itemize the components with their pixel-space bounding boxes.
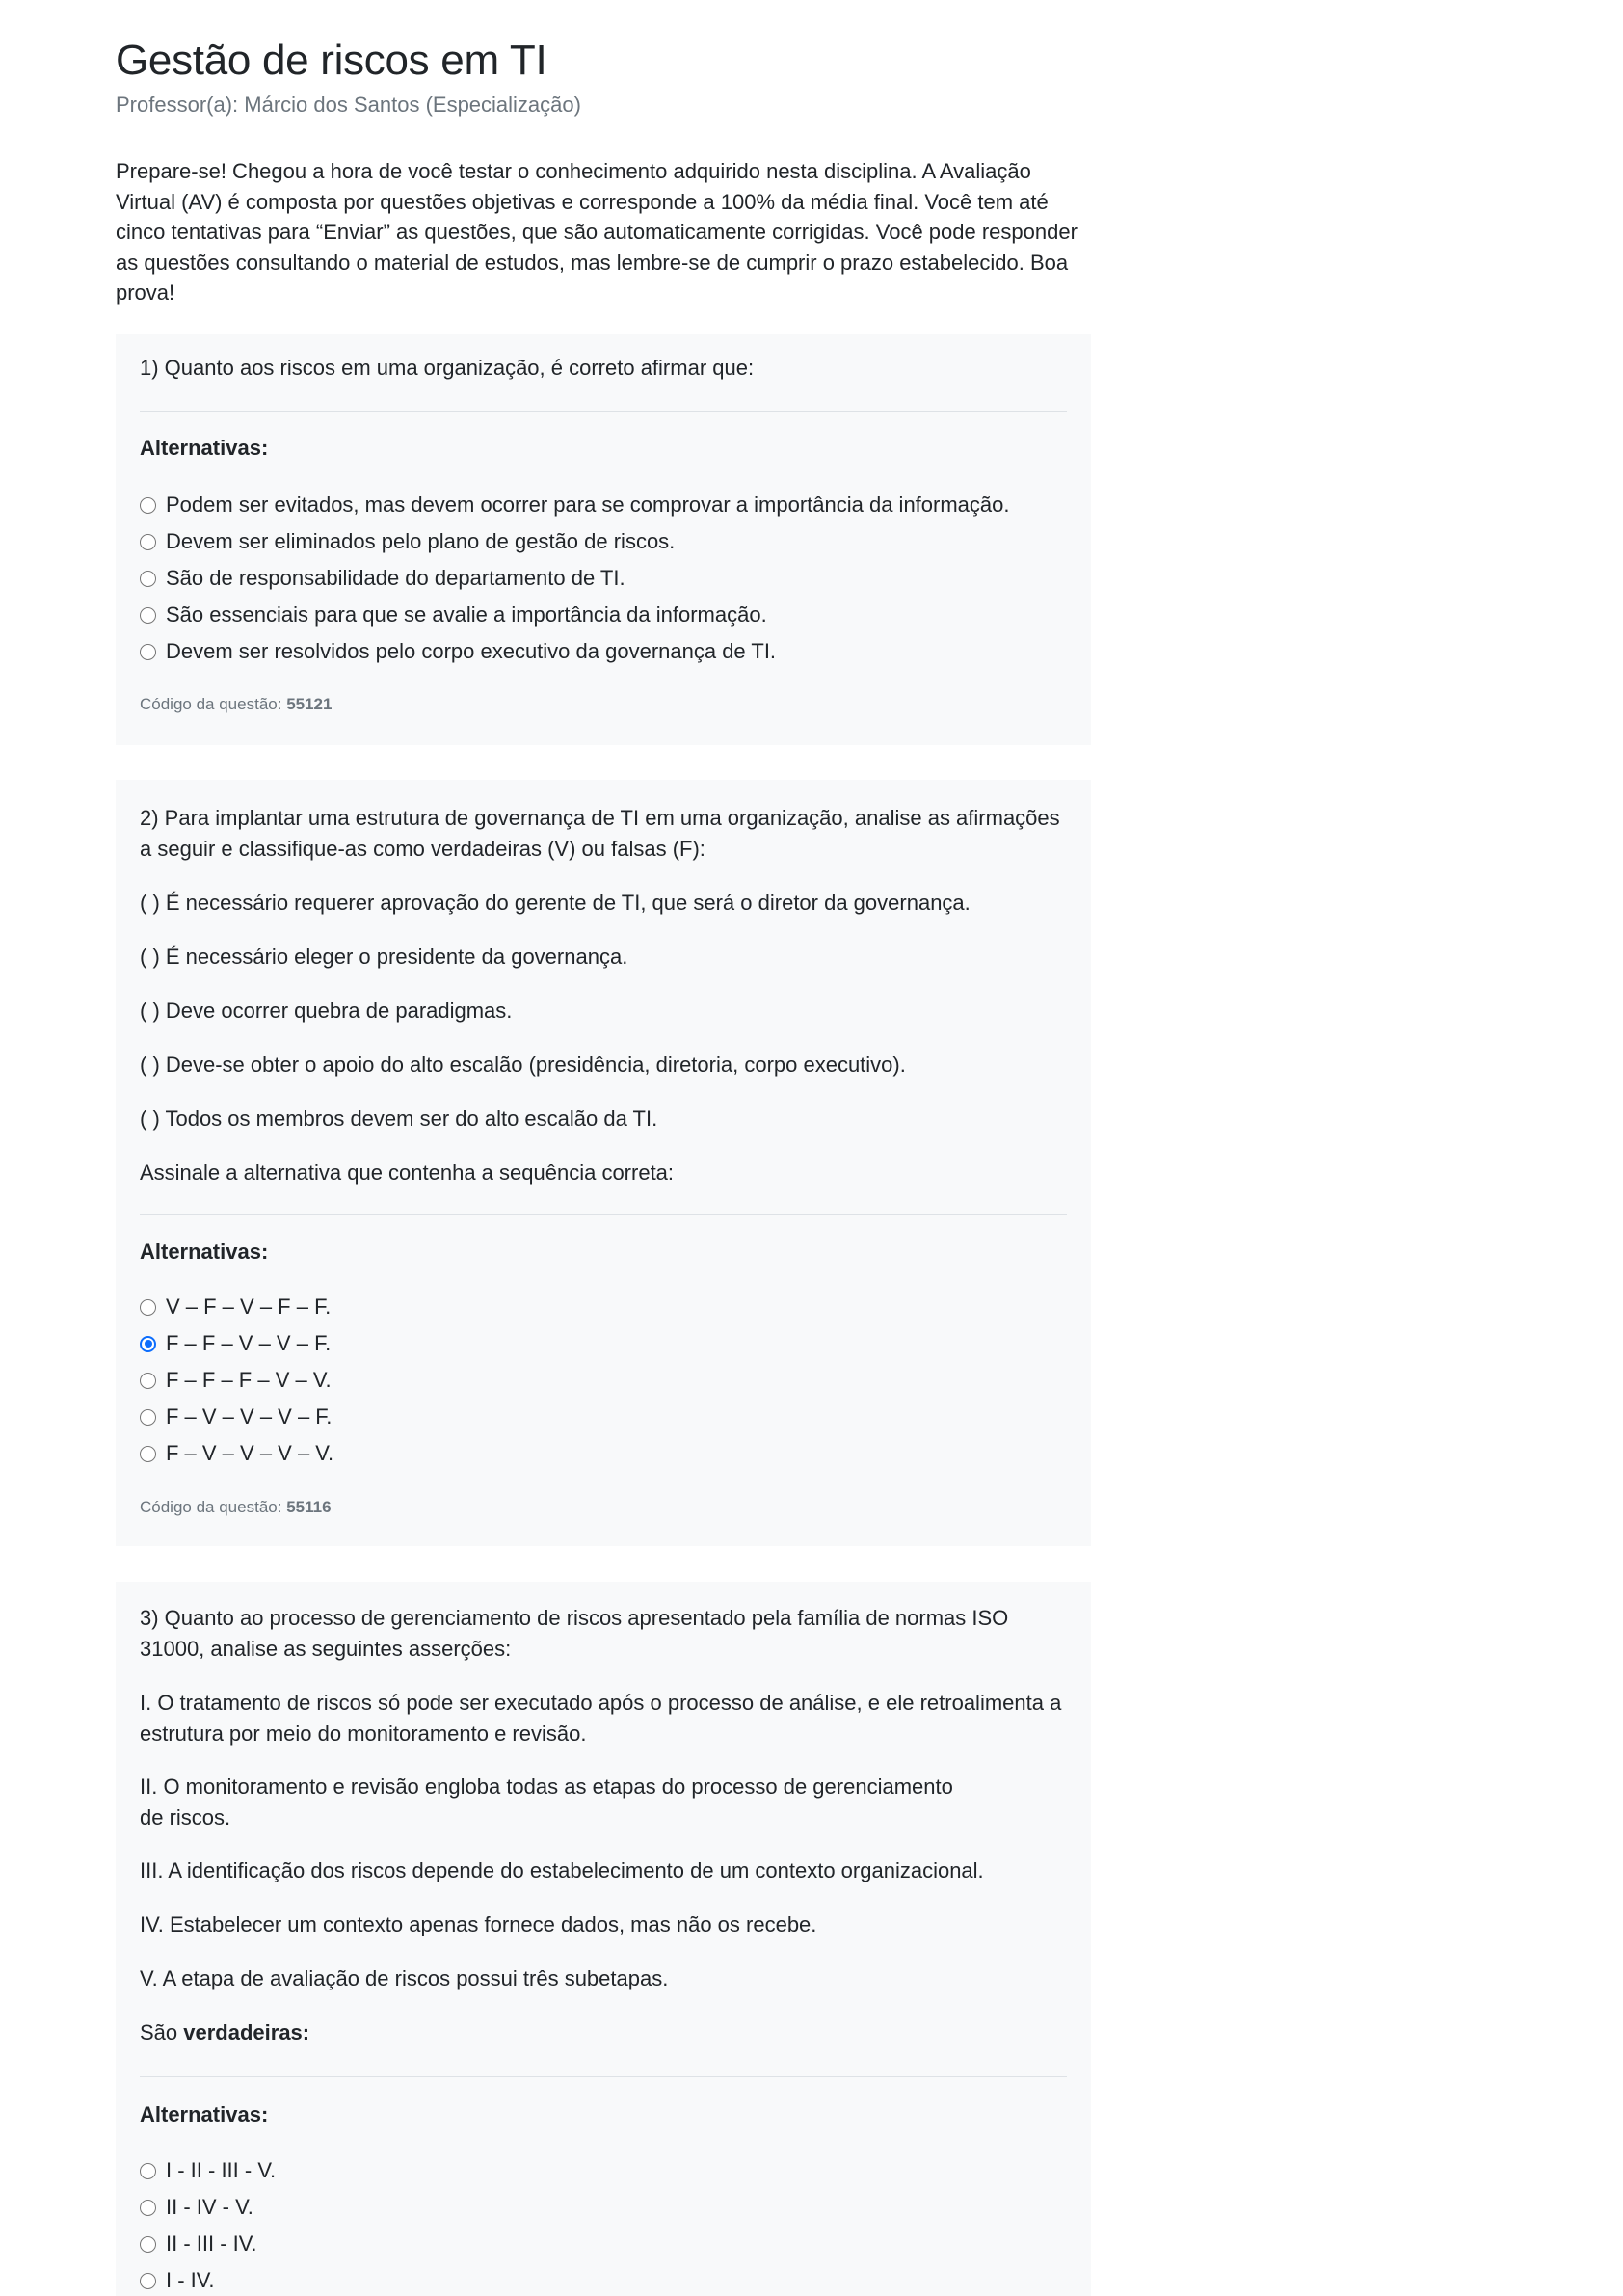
- option-label: F – V – V – V – F.: [166, 1404, 333, 1428]
- radio-button[interactable]: [140, 1373, 156, 1389]
- option-4[interactable]: [140, 2266, 215, 2295]
- option-label: São essenciais para que se avalie a importância da informação.: [166, 602, 767, 627]
- option-label: Podem ser evitados, mas devem ocorrer para se comprovar a importância da informação.: [166, 493, 1010, 517]
- option-label: I - IV.: [166, 2268, 215, 2292]
- radio-button[interactable]: [140, 571, 156, 587]
- option-5[interactable]: [140, 1439, 333, 1468]
- option-1[interactable]: [140, 1293, 331, 1322]
- question-card-1: [116, 334, 1091, 745]
- statement-5: ( ) Todos os membros devem ser do alto escalão da TI.: [140, 1107, 658, 1131]
- option-1[interactable]: [140, 491, 1010, 520]
- radio-button[interactable]: [140, 1299, 156, 1316]
- radio-button[interactable]: [140, 534, 156, 550]
- statement-2: II. O monitoramento e revisão engloba todas as etapas do processo de gerenciamento de riscos.: [140, 1775, 953, 1829]
- statement-3: ( ) Deve ocorrer quebra de paradigmas.: [140, 999, 513, 1023]
- page-subtitle: Professor(a): Márcio dos Santos (Especialização): [116, 93, 581, 117]
- question-code-value: 55116: [286, 1498, 332, 1516]
- radio-button[interactable]: [140, 1446, 156, 1462]
- radio-button[interactable]: [140, 644, 156, 660]
- radio-button[interactable]: [140, 2163, 156, 2179]
- radio-button[interactable]: [140, 607, 156, 624]
- statement-1: ( ) É necessário requerer aprovação do gerente de TI, que será o diretor da governança.: [140, 891, 971, 915]
- option-label: II - IV - V.: [166, 2195, 253, 2219]
- option-label: V – F – V – F – F.: [166, 1295, 332, 1319]
- option-label: F – V – V – V – V.: [166, 1441, 334, 1465]
- question-card-3: [116, 1582, 1091, 2296]
- page-title: Gestão de riscos em TI: [116, 37, 547, 84]
- question-prompt: [140, 2017, 1067, 2048]
- statement-2: ( ) É necessário eleger o presidente da governança.: [140, 945, 628, 969]
- radio-button[interactable]: [140, 2236, 156, 2253]
- question-card-2: [116, 780, 1091, 1546]
- radio-button-selected[interactable]: [140, 1336, 156, 1352]
- statement-3: III. A identificação dos riscos depende do estabelecimento de um contexto organizacional.: [140, 1858, 984, 1882]
- statement-5: V. A etapa de avaliação de riscos possui três subetapas.: [140, 1966, 669, 1990]
- option-2[interactable]: [140, 527, 675, 556]
- question-code-label: Código da questão:: [140, 1498, 282, 1516]
- option-2[interactable]: [140, 2193, 253, 2222]
- question-code-value: 55121: [286, 695, 333, 713]
- question-prompt: Assinale a alternativa que contenha a sequência correta:: [140, 1161, 675, 1185]
- option-label: I - II - III - V.: [166, 2158, 277, 2182]
- option-label: São de responsabilidade do departamento de TI.: [166, 566, 625, 590]
- question-prompt-emphasis: verdadeiras:: [183, 2020, 310, 2044]
- question-code-label: Código da questão:: [140, 695, 282, 713]
- question-code: [140, 695, 332, 714]
- radio-button[interactable]: [140, 2273, 156, 2289]
- alternatives-heading: Alternativas:: [140, 436, 269, 460]
- option-3[interactable]: [140, 564, 625, 593]
- option-5[interactable]: [140, 637, 776, 666]
- option-label: Devem ser eliminados pelo plano de gestão de riscos.: [166, 529, 676, 553]
- divider: [140, 2076, 1067, 2077]
- question-text: 2) Para implantar uma estrutura de governança de TI em uma organização, analise as afirmações a seguir e classifique-as como verdadeiras (V) ou falsas (F):: [140, 806, 1060, 861]
- alternatives-heading: Alternativas:: [140, 2102, 269, 2126]
- question-text: 3) Quanto ao processo de gerenciamento de riscos apresentado pela família de normas ISO 31000, analise as seguintes asserções:: [140, 1606, 1009, 1661]
- question-text: 1) Quanto aos riscos em uma organização, é correto afirmar que:: [140, 356, 755, 380]
- option-2[interactable]: [140, 1329, 331, 1358]
- intro-text: Prepare-se! Chegou a hora de você testar o conhecimento adquirido nesta disciplina. A Avaliação Virtual (AV) é composta por questões objetivas e corresponde a 100% da média final. Você tem até cinco tentativas para “Enviar” as questões, que são automaticamente corrigidas. Você pode responder as questões consultando o material de estudos, mas lembre-se de cumprir o prazo estabelecido. Boa prova!: [116, 159, 1078, 305]
- question-code: [140, 1498, 332, 1517]
- alternatives-heading: Alternativas:: [140, 1240, 269, 1264]
- divider: [140, 1214, 1067, 1215]
- option-3[interactable]: [140, 1366, 332, 1395]
- question-prompt-prefix: São: [140, 2020, 184, 2044]
- divider: [140, 411, 1067, 412]
- statement-4: ( ) Deve-se obter o apoio do alto escalão (presidência, diretoria, corpo executivo).: [140, 1053, 906, 1077]
- option-label: F – F – F – V – V.: [166, 1368, 332, 1392]
- option-label: F – F – V – V – F.: [166, 1331, 332, 1355]
- option-4[interactable]: [140, 601, 767, 629]
- radio-button[interactable]: [140, 497, 156, 514]
- statement-4: IV. Estabelecer um contexto apenas fornece dados, mas não os recebe.: [140, 1912, 817, 1936]
- option-4[interactable]: [140, 1402, 332, 1431]
- option-label: Devem ser resolvidos pelo corpo executivo da governança de TI.: [166, 639, 777, 663]
- statement-1: I. O tratamento de riscos só pode ser executado após o processo de análise, e ele retroalimenta a estrutura por meio do monitoramento e revisão.: [140, 1691, 1062, 1746]
- option-label: II - III - IV.: [166, 2231, 257, 2256]
- option-3[interactable]: [140, 2229, 257, 2258]
- option-1[interactable]: [140, 2156, 276, 2185]
- radio-button[interactable]: [140, 2200, 156, 2216]
- radio-button[interactable]: [140, 1409, 156, 1426]
